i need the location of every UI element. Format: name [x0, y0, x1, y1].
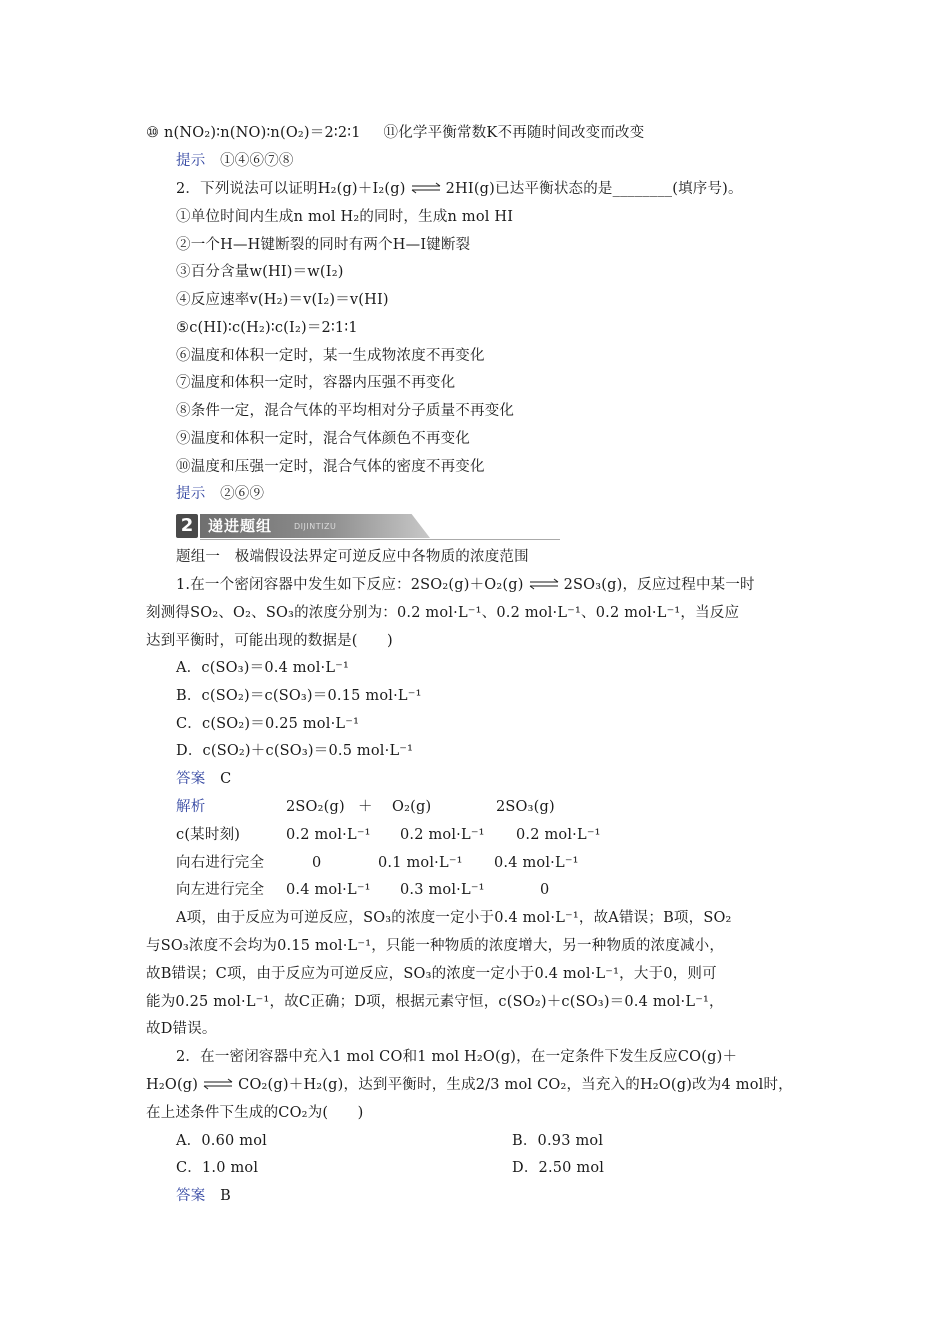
equilibrium-arrow-icon [198, 1075, 238, 1095]
p2-answer [176, 1186, 231, 1206]
row-value: 0 [540, 882, 550, 898]
q2-option: ①单位时间内生成n mol H₂的同时，生成n mol HI [176, 209, 514, 225]
p2-stem-right: CO₂(g)＋H₂(g)，达到平衡时，生成2/3 mol CO₂，当充入的H₂O(g)改为4 mol时， [238, 1077, 793, 1093]
item-10-number: ⑩ [146, 125, 160, 141]
explanation-line: 能为0.25 mol·L⁻¹，故C正确；D项，根据元素守恒，c(SO₂)＋c(SO₃)＝0.4 mol·L⁻¹， [146, 994, 724, 1010]
row-value: 0.2 mol·L⁻¹ [516, 827, 601, 843]
row-label: 向右进行完全 [176, 855, 265, 871]
section-pinyin: DIJINTIZU [294, 522, 337, 531]
p1-stem-line: 达到平衡时，可能出现的数据是( ) [146, 633, 393, 649]
q2-option: ⑤c(HI)∶c(H₂)∶c(I₂)＝2∶1∶1 [176, 320, 358, 336]
analysis-equation [176, 797, 205, 817]
row-value: 0.3 mol·L⁻¹ [400, 882, 485, 898]
q2-hint [176, 484, 264, 504]
row-value: 0.2 mol·L⁻¹ [400, 827, 485, 843]
q2-option: ③百分含量w(HI)＝w(I₂) [176, 264, 344, 280]
row-label: 向左进行完全 [176, 882, 265, 898]
p1-option-a: A．c(SO₃)＝0.4 mol·L⁻¹ [176, 660, 350, 676]
row-label: c(某时刻) [176, 827, 241, 843]
explanation-line: 故B错误；C项，由于反应为可逆反应，SO₃的浓度一定小于0.4 mol·L⁻¹，大于0，则可 [146, 966, 717, 982]
eq-species-3: 2SO₃(g) [496, 799, 555, 815]
section-title: 递进题组 [208, 517, 273, 535]
q2-stem [176, 179, 743, 199]
hint-answer: ①④⑥⑦⑧ [220, 153, 294, 169]
hint-answer: ②⑥⑨ [220, 486, 265, 502]
prev-hint [176, 151, 294, 171]
eq-plus: ＋ [358, 799, 373, 815]
answer-label: 答案 [176, 771, 206, 787]
hint-label: 提示 [176, 153, 206, 169]
equilibrium-arrow-icon [524, 575, 564, 595]
p1-stem-line [176, 575, 755, 595]
row-value: 0.4 mol·L⁻¹ [494, 855, 579, 871]
q2-stem-left: 2．下列说法可以证明H₂(g)＋I₂(g) [176, 181, 406, 197]
explanation-line: A项，由于反应为可逆反应，SO₃的浓度一定小于0.4 mol·L⁻¹，故A错误；B项，SO₂ [176, 910, 732, 926]
row-value: 0 [312, 855, 322, 871]
analysis-label: 解析 [176, 799, 206, 815]
answer-value: B [220, 1188, 231, 1204]
group-title: 题组一 极端假设法界定可逆反应中各物质的浓度范围 [176, 549, 529, 565]
p2-option-c: C．1.0 mol [176, 1160, 259, 1176]
explanation-line: 与SO₃浓度不会均为0.15 mol·L⁻¹，只能一种物质的浓度增大，另一种物质的浓度减小， [146, 938, 725, 954]
p1-option-c: C．c(SO₂)＝0.25 mol·L⁻¹ [176, 716, 360, 732]
section-banner [176, 513, 560, 541]
prev-item-line [146, 123, 644, 143]
eq-species-1: 2SO₂(g) [286, 799, 345, 815]
p2-option-d: D．2.50 mol [512, 1160, 605, 1176]
explanation-line: 故D错误。 [146, 1021, 217, 1037]
q2-option: ⑨温度和体积一定时，混合气体颜色不再变化 [176, 431, 470, 447]
p2-stem-line: 在上述条件下生成的CO₂为( ) [146, 1105, 364, 1121]
p1-option-b: B．c(SO₂)＝c(SO₃)＝0.15 mol·L⁻¹ [176, 688, 422, 704]
section-rule [200, 539, 560, 540]
q2-stem-right: 2HI(g)已达平衡状态的是________(填序号)。 [445, 181, 743, 197]
p1-stem-right: 2SO₃(g)，反应过程中某一时 [563, 577, 755, 593]
q2-option: ⑦温度和体积一定时，容器内压强不再变化 [176, 375, 456, 391]
q2-option: ⑥温度和体积一定时，某一生成物浓度不再变化 [176, 348, 485, 364]
equilibrium-arrow-icon [406, 179, 446, 199]
eq-species-2: O₂(g) [392, 799, 432, 815]
hint-label: 提示 [176, 486, 206, 502]
row-value: 0.1 mol·L⁻¹ [378, 855, 463, 871]
p2-option-b: B．0.93 mol [512, 1133, 604, 1149]
item-10-text: n(NO₂)∶n(NO)∶n(O₂)＝2∶2∶1 [164, 125, 361, 141]
q2-option: ④反应速率v(H₂)＝v(I₂)＝v(HI) [176, 292, 389, 308]
q2-option: ⑧条件一定，混合气体的平均相对分子质量不再变化 [176, 403, 515, 419]
p2-option-a: A．0.60 mol [176, 1133, 267, 1149]
p1-option-d: D．c(SO₂)＋c(SO₃)＝0.5 mol·L⁻¹ [176, 743, 414, 759]
p2-stem-line [146, 1075, 793, 1095]
p2-stem-left: H₂O(g) [146, 1077, 199, 1093]
section-number-badge: 2 [176, 514, 198, 538]
row-value: 0.2 mol·L⁻¹ [286, 827, 371, 843]
answer-label: 答案 [176, 1188, 206, 1204]
q2-option: ⑩温度和压强一定时，混合气体的密度不再变化 [176, 459, 485, 475]
q2-option: ②一个H—H键断裂的同时有两个H—I键断裂 [176, 237, 471, 253]
row-value: 0.4 mol·L⁻¹ [286, 882, 371, 898]
p2-stem-line: 2．在一密闭容器中充入1 mol CO和1 mol H₂O(g)，在一定条件下发生反应CO(g)＋ [176, 1049, 738, 1065]
answer-value: C [220, 771, 232, 787]
p1-stem-left: 1.在一个密闭容器中发生如下反应：2SO₂(g)＋O₂(g) [176, 577, 524, 593]
p1-stem-line: 刻测得SO₂、O₂、SO₃的浓度分别为：0.2 mol·L⁻¹、0.2 mol·L⁻¹、0.2 mol·L⁻¹，当反应 [146, 605, 740, 621]
item-11-text: ⑪化学平衡常数K不再随时间改变而改变 [383, 125, 645, 141]
p1-answer [176, 769, 231, 789]
